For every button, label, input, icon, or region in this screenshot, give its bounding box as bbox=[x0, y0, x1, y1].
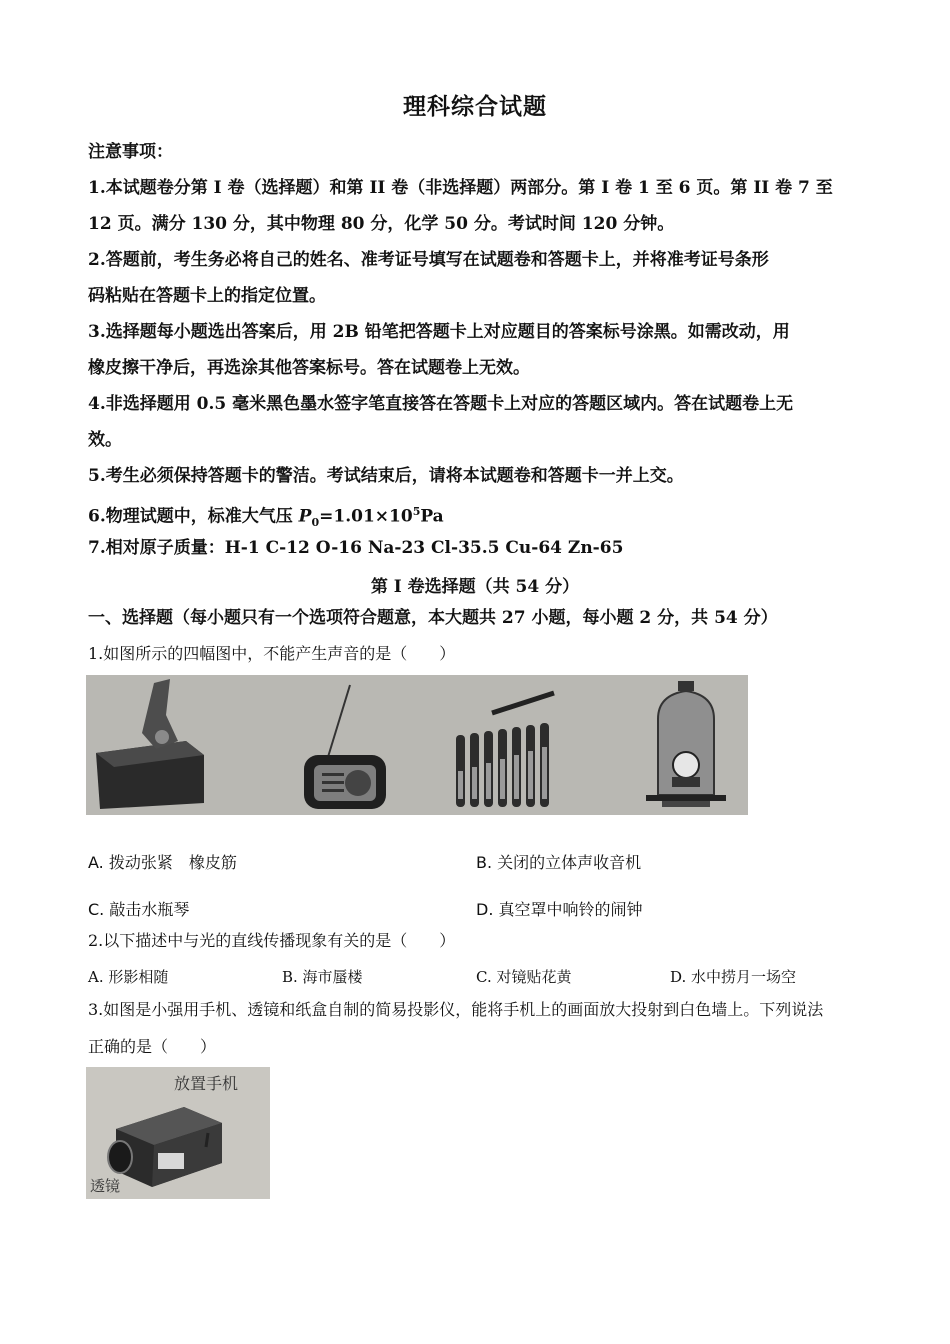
q1-option-b[interactable] bbox=[476, 850, 641, 873]
notes-line-5: 3.选择题每小题选出答案后，用 2B 铅笔把答题卡上对应题目的答案标号涂黑。如需改动，用 bbox=[88, 322, 790, 342]
q1-option-c-text: 敲击水瓶琴 bbox=[104, 900, 190, 919]
notes-line-3: 2.答题前，考生务必将自己的姓名、准考证号填写在试题卷和答题卡上，并将准考证号条形 bbox=[88, 250, 769, 270]
section-instruction: 一、选择题（每小题只有一个选项符合题意，本大题共 27 小题，每小题 2 分，共 54 分） bbox=[88, 608, 778, 628]
pressure-prefix: 6.物理试题中，标准大气压 bbox=[88, 506, 299, 527]
q1-option-b-text: 关闭的立体声收音机 bbox=[492, 853, 642, 872]
q1-figure bbox=[86, 675, 748, 815]
q1-option-b-letter: B. bbox=[476, 853, 493, 872]
pressure-var: P bbox=[298, 506, 312, 527]
q2-option-c[interactable]: C. 对镜贴花黄 bbox=[476, 968, 572, 986]
q3-figure bbox=[86, 1067, 270, 1199]
q2-option-a[interactable]: A. 形影相随 bbox=[88, 968, 169, 986]
lens-label: 透镜 bbox=[90, 1177, 121, 1195]
q2-stem: 2.以下描述中与光的直线传播现象有关的是（ ） bbox=[88, 931, 456, 950]
notes-heading: 注意事项： bbox=[88, 142, 173, 162]
pressure-sub: 0 bbox=[311, 516, 320, 530]
q2-option-b[interactable]: B. 海市蜃楼 bbox=[282, 968, 363, 986]
q1-option-c[interactable] bbox=[88, 897, 189, 920]
notes-line-6: 橡皮擦干净后，再选涂其他答案标号。答在试题卷上无效。 bbox=[88, 358, 530, 378]
pressure-unit: Pa bbox=[420, 506, 444, 527]
q3-stem-line-2: 正确的是（ ） bbox=[88, 1037, 217, 1056]
section-title: 第 I 卷选择题（共 54 分） bbox=[370, 577, 580, 597]
notes-line-1: 1.本试题卷分第 I 卷（选择题）和第 II 卷（非选择题）两部分。第 I 卷 1 至 6 页。第 II 卷 7 至 bbox=[88, 178, 833, 198]
q1-option-d[interactable] bbox=[476, 897, 643, 920]
q1-figure-svg bbox=[86, 675, 748, 815]
pressure-mid: =1.01×10 bbox=[319, 506, 413, 527]
q1-option-c-letter: C. bbox=[88, 900, 105, 919]
q2-option-d[interactable]: D. 水中捞月一场空 bbox=[670, 968, 797, 986]
page-title: 理科综合试题 bbox=[403, 93, 547, 120]
notes-line-9: 5.考生必须保持答题卡的警洁。考试结束后，请将本试题卷和答题卡一并上交。 bbox=[88, 466, 684, 486]
q1-option-d-text: 真空罩中响铃的闹钟 bbox=[493, 900, 643, 919]
notes-line-2: 12 页。满分 130 分，其中物理 80 分，化学 50 分。考试时间 120 分钟。 bbox=[88, 214, 675, 234]
notes-line-4: 码粘贴在答题卡上的指定位置。 bbox=[88, 286, 326, 306]
q3-stem-line-1: 3.如图是小强用手机、透镜和纸盒自制的简易投影仪，能将手机上的画面放大投射到白色墙上。下列说法 bbox=[88, 1000, 824, 1019]
notes-line-atomic-mass: 7.相对原子质量：H-1 C-12 O-16 Na-23 Cl-35.5 Cu-64 Zn-65 bbox=[88, 538, 624, 558]
q1-stem: 1.如图所示的四幅图中，不能产生声音的是（ ） bbox=[88, 644, 456, 663]
notes-line-pressure bbox=[88, 500, 444, 535]
notes-line-8: 效。 bbox=[88, 430, 122, 450]
q1-option-a-letter: A. bbox=[88, 853, 104, 872]
q1-option-d-letter: D. bbox=[476, 900, 494, 919]
phone-label: 放置手机 bbox=[174, 1074, 239, 1093]
pressure-sup: 5 bbox=[412, 505, 421, 518]
q1-option-a-text: 拨动张紧 橡皮筋 bbox=[103, 853, 237, 872]
notes-line-7: 4.非选择题用 0.5 毫米黑色墨水签字笔直接答在答题卡上对应的答题区域内。答在试题卷上无 bbox=[88, 394, 794, 414]
q1-option-a[interactable] bbox=[88, 850, 237, 873]
q3-figure-svg bbox=[86, 1067, 270, 1199]
